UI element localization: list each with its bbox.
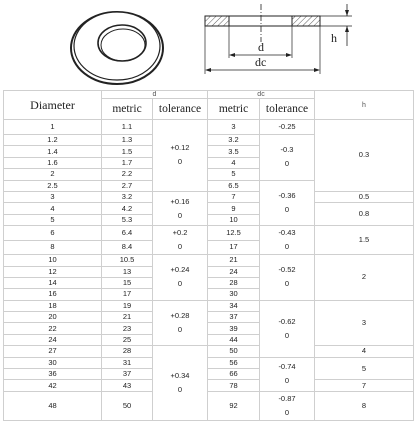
cell-dc-tolerance [260,226,315,255]
header-h: h [315,91,414,120]
cell-d-metric: 23 [102,323,153,334]
cell-diameter: 1.6 [4,157,102,168]
cell-diameter: 48 [4,391,102,420]
tolerance-upper: -0.74 [278,362,296,372]
cell-dc-metric: 17 [208,240,260,255]
cell-diameter: 4 [4,203,102,214]
tolerance-upper: -0.62 [278,316,296,326]
cell-d-tolerance [153,226,208,255]
cell-diameter: 2.5 [4,180,102,191]
cell-dc-metric: 28 [208,277,260,288]
tolerance-upper: +0.2 [172,228,188,238]
cell-diameter: 22 [4,323,102,334]
table-row [4,191,414,202]
tolerance-upper: +0.12 [170,143,190,153]
cell-d-tolerance [153,346,208,421]
cell-diameter: 12 [4,266,102,277]
table-row [4,391,414,420]
cell-dc-metric: 21 [208,255,260,266]
tolerance-upper: -0.52 [278,265,296,275]
cell-dc-metric: 92 [208,391,260,420]
header-d: d [102,91,208,99]
cell-d-metric: 28 [102,346,153,357]
tolerance-upper: +0.34 [170,371,190,381]
cell-d-metric: 1.5 [102,146,153,157]
table-row [4,300,414,311]
cell-dc-tolerance [260,180,315,226]
cell-dc-metric: 66 [208,369,260,380]
cell-dc-metric: 4 [208,157,260,168]
tolerance-upper: +0.16 [170,196,190,206]
tolerance-upper: -0.36 [278,190,296,200]
cell-dc-metric: 3.2 [208,135,260,146]
cell-diameter: 24 [4,334,102,345]
cell-dc-metric: 10 [208,214,260,225]
cell-dc-metric: 7 [208,191,260,202]
header-d-metric: metric [102,99,153,120]
cell-h: 5 [315,357,414,380]
tolerance-lower: 0 [284,407,290,417]
cell-d-metric: 21 [102,312,153,323]
cell-dc-tolerance [260,357,315,391]
cell-d-tolerance [153,191,208,225]
cell-d-metric: 31 [102,357,153,368]
tolerance-upper: -0.87 [278,393,296,403]
header-diameter: Diameter [4,91,102,120]
cell-dc-metric: 6.5 [208,180,260,191]
tolerance-lower: 0 [284,242,290,252]
table-row [4,357,414,368]
tolerance-lower: 0 [177,157,183,167]
cell-d-metric: 10.5 [102,255,153,266]
cell-dc-tolerance [260,120,315,135]
tolerance-lower: 0 [177,279,183,289]
cell-diameter: 1 [4,120,102,135]
cell-d-metric: 37 [102,369,153,380]
label-d: d [258,40,264,54]
cell-d-metric: 2.2 [102,169,153,180]
cell-diameter: 3 [4,191,102,202]
tolerance-upper: +0.24 [170,265,190,275]
label-h: h [331,31,337,45]
header-dc-tolerance: tolerance [260,99,315,120]
cell-dc-metric: 30 [208,289,260,300]
cell-diameter: 1.2 [4,135,102,146]
cell-diameter: 16 [4,289,102,300]
cell-d-metric: 13 [102,266,153,277]
header-dc: dc [208,91,315,99]
cell-dc-metric: 39 [208,323,260,334]
washer-section-view [205,4,352,74]
cell-diameter: 14 [4,277,102,288]
cell-dc-metric: 37 [208,312,260,323]
cell-h: 1.5 [315,226,414,255]
cell-d-metric: 1.3 [102,135,153,146]
cell-d-metric: 15 [102,277,153,288]
cell-dc-metric: 12.5 [208,226,260,241]
cell-d-metric: 1.1 [102,120,153,135]
cell-diameter: 6 [4,226,102,241]
cell-dc-tolerance [260,135,315,181]
cell-dc-metric: 3 [208,120,260,135]
cell-d-metric: 43 [102,380,153,391]
tolerance-lower: 0 [177,385,183,395]
cell-diameter: 20 [4,312,102,323]
tolerance-upper: -0.43 [278,228,296,238]
cell-dc-metric: 3.5 [208,146,260,157]
cell-d-metric: 25 [102,334,153,345]
cell-d-metric: 50 [102,391,153,420]
table-row [4,120,414,135]
tolerance-lower: 0 [177,242,183,252]
cell-dc-metric: 5 [208,169,260,180]
cell-diameter: 5 [4,214,102,225]
cell-diameter: 36 [4,369,102,380]
cell-dc-tolerance [260,255,315,301]
cell-d-metric: 17 [102,289,153,300]
washer-dimensions-table [3,90,414,421]
cell-diameter: 8 [4,240,102,255]
tolerance-upper: -0.3 [280,145,294,155]
washer-3d-illustration [71,12,163,84]
table-row [4,346,414,357]
cell-dc-metric: 24 [208,266,260,277]
cell-d-metric: 2.7 [102,180,153,191]
table-row [4,203,414,214]
cell-h: 8 [315,391,414,420]
tolerance-lower: 0 [284,376,290,386]
tolerance-lower: 0 [284,279,290,289]
table-row [4,255,414,266]
tolerance-lower: 0 [284,330,290,340]
cell-diameter: 27 [4,346,102,357]
cell-diameter: 30 [4,357,102,368]
cell-h: 0.3 [315,120,414,192]
tolerance-lower: 0 [177,324,183,334]
cell-dc-tolerance [260,391,315,420]
cell-diameter: 42 [4,380,102,391]
cell-h: 0.5 [315,191,414,202]
cell-d-tolerance [153,120,208,192]
table-row [4,226,414,241]
tolerance-upper: -0.25 [278,122,296,131]
cell-dc-metric: 56 [208,357,260,368]
cell-dc-metric: 34 [208,300,260,311]
table-body [4,120,414,421]
cell-d-metric: 19 [102,300,153,311]
tolerance-lower: 0 [284,204,290,214]
cell-h: 3 [315,300,414,346]
cell-diameter: 2 [4,169,102,180]
tolerance-lower: 0 [177,210,183,220]
tolerance-upper: +0.28 [170,310,190,320]
cell-h: 0.8 [315,203,414,226]
cell-diameter: 1.4 [4,146,102,157]
cell-dc-metric: 44 [208,334,260,345]
cell-h: 4 [315,346,414,357]
cell-d-metric: 4.2 [102,203,153,214]
cell-dc-metric: 9 [208,203,260,214]
cell-d-metric: 1.7 [102,157,153,168]
cell-d-metric: 6.4 [102,226,153,241]
cell-diameter: 18 [4,300,102,311]
header-dc-metric: metric [208,99,260,120]
cell-d-metric: 3.2 [102,191,153,202]
cell-diameter: 10 [4,255,102,266]
cell-d-tolerance [153,255,208,301]
cell-dc-metric: 50 [208,346,260,357]
tolerance-lower: 0 [284,159,290,169]
label-dc: dc [255,55,267,69]
cell-h: 7 [315,380,414,391]
cell-d-metric: 5.3 [102,214,153,225]
cell-d-metric: 8.4 [102,240,153,255]
table-row [4,380,414,391]
cell-dc-metric: 78 [208,380,260,391]
washer-technical-drawing [0,0,416,90]
header-d-tolerance: tolerance [153,99,208,120]
cell-h: 2 [315,255,414,301]
cell-d-tolerance [153,300,208,346]
cell-dc-tolerance [260,300,315,357]
